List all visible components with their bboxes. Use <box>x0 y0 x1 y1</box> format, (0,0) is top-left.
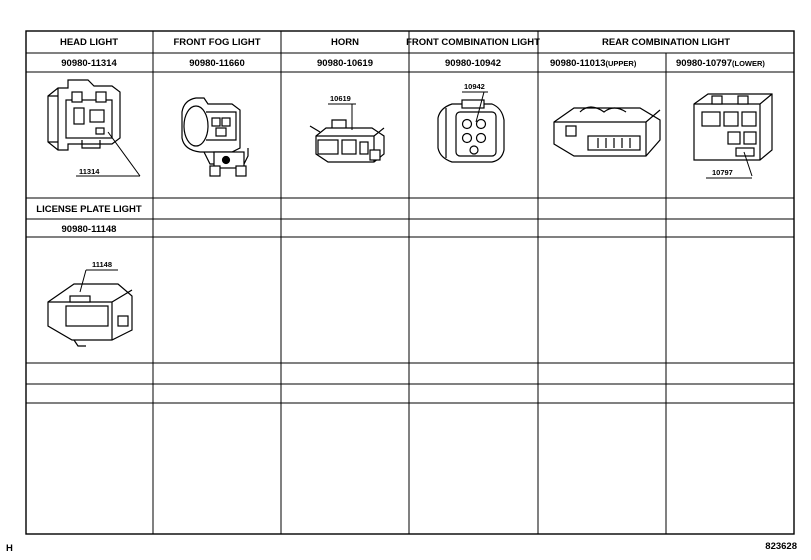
front-fog-light-connector-drawing <box>182 98 248 176</box>
part-number-horn: 90980-10619 <box>317 58 373 69</box>
callout-10797: 10797 <box>712 168 733 177</box>
header-front-fog-light: FRONT FOG LIGHT <box>173 37 261 48</box>
header-license-plate-light: LICENSE PLATE LIGHT <box>36 204 142 215</box>
callout-10942: 10942 <box>464 82 485 91</box>
horn-connector-drawing <box>310 104 384 162</box>
footer-figure-number: 823628 <box>765 541 797 552</box>
rear-lower-connector-drawing <box>694 94 772 178</box>
part-number-front-combination-light: 90980-10942 <box>445 58 501 69</box>
part-number-front-fog-light: 90980-11660 <box>189 58 245 69</box>
part-number-license-plate-light: 90980-11148 <box>61 224 117 235</box>
callout-11148: 11148 <box>92 260 113 269</box>
part-number-rear-lower-code: 90980-10797 <box>676 58 732 69</box>
front-combination-light-connector-drawing <box>438 92 504 162</box>
license-plate-light-connector-drawing <box>48 270 132 346</box>
callout-11314: 11314 <box>79 167 100 176</box>
table-grid <box>26 31 794 534</box>
header-rear-combination-light: REAR COMBINATION LIGHT <box>601 37 731 48</box>
header-front-combination-light: FRONT COMBINATION LIGHT <box>406 37 540 48</box>
part-number-rear-lower-suffix: (LOWER) <box>732 59 765 68</box>
rear-upper-connector-drawing <box>554 107 660 156</box>
part-number-head-light: 90980-11314 <box>61 58 117 69</box>
footer-left-code: H <box>6 543 13 554</box>
header-horn: HORN <box>331 37 359 48</box>
part-number-rear-lower <box>676 58 765 69</box>
header-head-light: HEAD LIGHT <box>59 37 119 48</box>
part-number-rear-upper-suffix: (UPPER) <box>605 59 637 68</box>
part-number-rear-upper <box>550 58 637 69</box>
callout-10619: 10619 <box>330 94 351 103</box>
part-number-rear-upper-code: 90980-11013 <box>550 58 606 69</box>
head-light-connector-drawing <box>48 80 140 176</box>
